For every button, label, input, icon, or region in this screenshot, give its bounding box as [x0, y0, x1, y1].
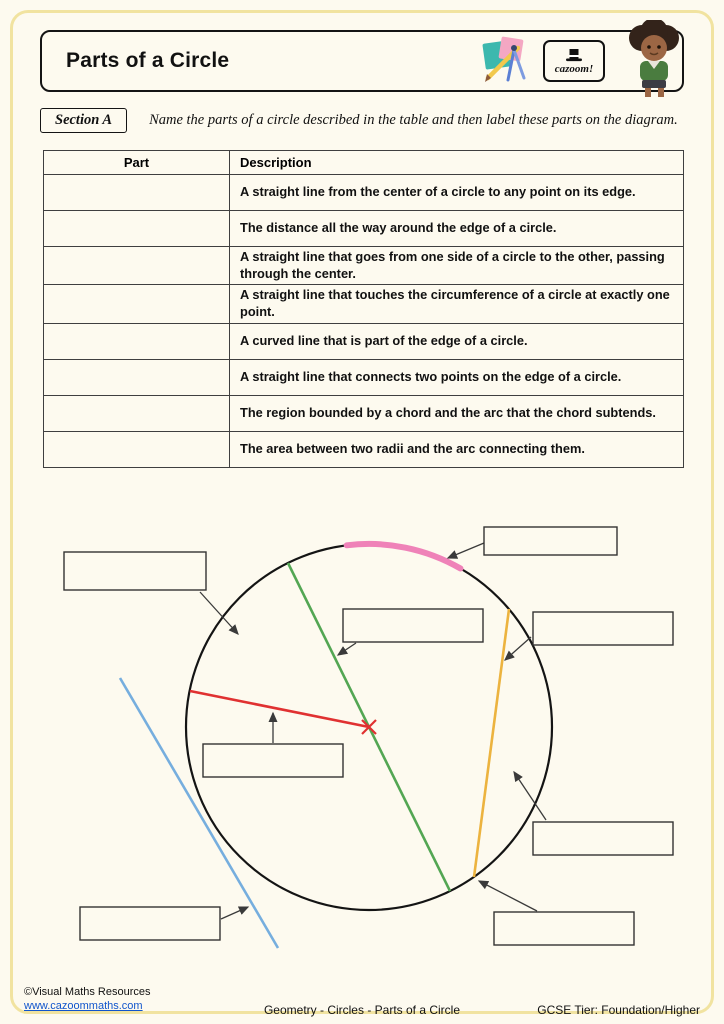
description-cell: The distance all the way around the edge of a circle.: [230, 211, 684, 247]
stationery-icon: [478, 34, 536, 86]
part-answer-cell[interactable]: [44, 285, 230, 323]
description-cell: The area between two radii and the arc connecting them.: [230, 431, 684, 467]
character-illustration: [620, 20, 690, 98]
arrow-to-arc: [448, 543, 484, 558]
column-header-description: Description: [230, 151, 684, 175]
section-a: [40, 108, 690, 133]
label-box-7[interactable]: [80, 907, 220, 940]
part-answer-cell[interactable]: [44, 431, 230, 467]
radius-line: [190, 691, 369, 727]
table-row: [44, 247, 684, 285]
part-answer-cell[interactable]: [44, 359, 230, 395]
cazoom-logo: [543, 40, 605, 82]
description-cell: A straight line that connects two points on the edge of a circle.: [230, 359, 684, 395]
table-row: [44, 285, 684, 323]
table-row: [44, 323, 684, 359]
arrow-to-edge: [479, 881, 537, 911]
copyright-text: ©Visual Maths Resources: [24, 986, 151, 998]
part-answer-cell[interactable]: [44, 211, 230, 247]
label-box-6[interactable]: [533, 822, 673, 855]
section-label: Section A: [40, 108, 127, 133]
part-answer-cell[interactable]: [44, 323, 230, 359]
label-box-4[interactable]: [533, 612, 673, 645]
description-cell: A straight line from the center of a circle to any point on its edge.: [230, 175, 684, 211]
parts-table: [43, 150, 684, 468]
label-box-2[interactable]: [64, 552, 206, 590]
footer-breadcrumb: Geometry - Circles - Parts of a Circle: [263, 1003, 461, 1017]
arrow-to-chord: [505, 637, 531, 660]
table-row: [44, 211, 684, 247]
part-answer-cell[interactable]: [44, 395, 230, 431]
label-box-8[interactable]: [494, 912, 634, 945]
logo-text: cazoom!: [554, 62, 594, 75]
description-cell: A curved line that is part of the edge of a circle.: [230, 323, 684, 359]
description-cell: A straight line that touches the circumference of a circle at exactly one point.: [230, 285, 684, 323]
circle-diagram: [0, 515, 724, 970]
label-box-1[interactable]: [484, 527, 617, 555]
website-link[interactable]: www.cazoommaths.com: [24, 1000, 143, 1012]
arrow-to-diameter: [338, 643, 356, 655]
description-cell: The region bounded by a chord and the arc that the chord subtends.: [230, 395, 684, 431]
arrow-to-circumference: [200, 592, 238, 634]
instruction-text: Name the parts of a circle described in the table and then label these parts on the diagram.: [149, 112, 678, 128]
arc-line: [347, 544, 461, 569]
chord-line: [474, 609, 509, 877]
top-hat-icon: [565, 48, 583, 63]
table-row: [44, 395, 684, 431]
tier-text: GCSE Tier: Foundation/Higher: [537, 1003, 700, 1017]
label-box-3[interactable]: [343, 609, 483, 642]
arrow-to-tangent: [221, 907, 248, 919]
description-cell: A straight line that goes from one side of a circle to the other, passing through the center.: [230, 247, 684, 285]
label-box-5[interactable]: [203, 744, 343, 777]
part-answer-cell[interactable]: [44, 175, 230, 211]
table-row: [44, 175, 684, 211]
table-row: [44, 359, 684, 395]
page-title: Parts of a Circle: [66, 49, 230, 72]
table-row: [44, 431, 684, 467]
part-answer-cell[interactable]: [44, 247, 230, 285]
column-header-part: Part: [44, 151, 230, 175]
